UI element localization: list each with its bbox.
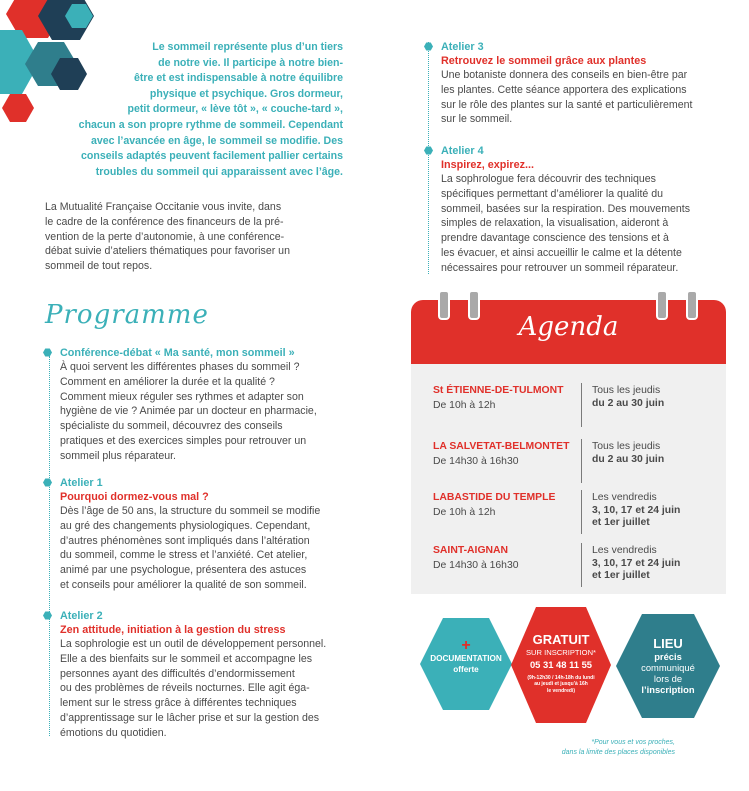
lieu-line: précis <box>654 651 682 662</box>
hexagon-bullet-icon <box>43 348 52 357</box>
agenda-row <box>411 385 726 425</box>
atelier4-section <box>441 144 724 276</box>
agenda-days <box>592 492 680 530</box>
gratuit-badge-text <box>508 632 614 694</box>
atelier3-line: sur le rôle des plantes sur la santé et particulièrement <box>441 98 693 111</box>
atelier2-line: La sophrologie est un outil de développement personnel. <box>60 638 327 650</box>
hexagon-bullet-icon <box>424 146 433 155</box>
agenda-time: De 10h à 12h <box>433 507 496 518</box>
agenda-days-dates: 3, 10, 17 et 24 juin <box>592 557 681 569</box>
atelier2-line: d’apprentissage sur le lâcher prise et sur la gestion des <box>60 711 320 724</box>
invite-line: vention de la perte d’autonomie, à une conférence- <box>45 230 285 243</box>
hexagon-bullet-icon <box>43 478 52 487</box>
intro-paragraph <box>45 40 343 180</box>
atelier3-heading: Atelier 3 <box>441 41 484 53</box>
atelier1-section <box>60 476 343 593</box>
agenda-time: De 10h à 12h <box>433 400 496 411</box>
agenda-town: LABASTIDE DU TEMPLE <box>433 492 556 503</box>
footnote-line: *Pour vous et vos proches, <box>591 739 675 746</box>
gratuit-phone: 05 31 48 11 55 <box>529 659 593 670</box>
hexagon-bullet-icon <box>43 611 52 620</box>
atelier1-line: du sommeil, comme le stress et l’anxiété. Cet atelier, <box>60 549 308 562</box>
gratuit-hours: (9h-12h30 / 14h-18h du lundi <box>527 675 595 681</box>
footnote-line: dans la limite des places disponibles <box>561 748 675 756</box>
gratuit-hours: au jeudi et jusqu’à 16h <box>534 681 588 688</box>
atelier2-line: ou des problèmes de réveils nocturnes. Elle agit éga- <box>60 682 310 695</box>
atelier1-line: Dès l’âge de 50 ans, la structure du sommeil se modifie <box>60 505 321 517</box>
agenda-separator <box>581 490 582 534</box>
agenda-days-line: Tous les jeudis <box>592 441 661 452</box>
timeline-line-left <box>49 356 50 736</box>
atelier1-heading: Atelier 1 <box>60 477 103 489</box>
agenda-row <box>411 492 726 532</box>
agenda-time: De 14h30 à 16h30 <box>433 456 519 467</box>
atelier1-line: et conseils pour améliorer la qualité de son sommeil. <box>60 578 307 591</box>
agenda-row <box>411 441 726 481</box>
agenda-days-line: Les vendredis <box>592 545 657 556</box>
agenda-town: SAINT-AIGNAN <box>433 545 509 556</box>
documentation-badge-text <box>416 638 516 675</box>
atelier3-line: les plantes. Cette séance apportera des explications <box>441 83 687 96</box>
intro-line: Le sommeil représente plus d’un tiers <box>152 41 343 53</box>
atelier4-line: La sophrologue fera découvrir des techniques <box>441 173 656 185</box>
invite-line: le cadre de la conférence des financeurs de la pré- <box>45 215 284 228</box>
atelier4-line: les évacuer, et ainsi accueillir le calme et la détente <box>441 246 682 259</box>
atelier2-line: émotions du quotidien. <box>60 726 167 739</box>
atelier2-line: personnes ayant des difficultés d’endormissement <box>60 667 295 680</box>
agenda-title: Agenda <box>518 312 619 342</box>
gratuit-title: GRATUIT <box>532 632 590 647</box>
agenda-days-dates: du 2 au 30 juin <box>592 453 665 465</box>
intro-line: physique et psychique. Gros dormeur, <box>149 87 343 100</box>
atelier4-subtitle: Inspirez, expirez... <box>441 159 535 171</box>
hexagon-bullet-icon <box>424 42 433 51</box>
intro-line: conseils adaptés peuvent facilement pallier certains <box>80 150 343 163</box>
intro-line: troubles du sommeil qui apparaissent avec l’âge. <box>95 165 343 178</box>
agenda-days <box>592 441 664 466</box>
lieu-line: l’inscription <box>641 684 695 695</box>
atelier4-line: simples de relaxation, la visualisation, aideront à <box>441 217 669 230</box>
agenda-days-extra: et 1er juillet <box>592 570 650 581</box>
conference-line: pratiques et des exercices simples pour retrouver un <box>60 434 307 447</box>
atelier3-section <box>441 40 724 127</box>
atelier4-line: prendre davantage conscience des tensions et à <box>441 232 669 245</box>
agenda-days <box>592 385 664 410</box>
agenda-days-dates: 3, 10, 17 et 24 juin <box>592 504 681 516</box>
intro-line: avec l’avancée en âge, le sommeil se modifie. Des <box>90 134 343 147</box>
atelier1-line: d’autres phénomènes sont impliqués dans l’altération <box>60 534 310 547</box>
atelier2-section <box>60 609 343 741</box>
plus-icon: + <box>461 637 471 654</box>
intro-line: chacun a son propre rythme de sommeil. Cependant <box>78 118 343 131</box>
agenda-row <box>411 545 726 585</box>
agenda-separator <box>581 383 582 427</box>
atelier1-subtitle: Pourquoi dormez-vous mal ? <box>60 491 209 503</box>
lieu-line: lors de <box>653 673 683 684</box>
agenda-days <box>592 545 680 583</box>
atelier2-subtitle: Zen attitude, initiation à la gestion du stress <box>60 624 286 636</box>
atelier4-line: nécessaires pour retrouver un sommeil réparateur. <box>441 261 679 274</box>
agenda-days-dates: du 2 au 30 juin <box>592 397 665 409</box>
atelier4-heading: Atelier 4 <box>441 145 484 157</box>
conference-line: spécialiste du sommeil, découvrez des conseils <box>60 420 283 433</box>
atelier3-line: sur le sommeil. <box>441 113 513 126</box>
documentation-label: DOCUMENTATION <box>430 654 502 663</box>
atelier2-heading: Atelier 2 <box>60 610 103 622</box>
conference-line: sommeil plus réparateur. <box>60 449 176 462</box>
intro-line: de notre vie. Il participe à notre bien- <box>158 56 343 69</box>
conference-line: À quoi servent les différentes phases du sommeil ? <box>60 361 300 373</box>
atelier1-line: au gré des changements physiologiques. Cependant, <box>60 519 311 532</box>
atelier2-line: Elle a des bienfaits sur le sommeil et accompagne les <box>60 652 313 665</box>
invite-paragraph <box>45 200 343 274</box>
agenda-town: St ÉTIENNE-DE-TULMONT <box>433 385 564 396</box>
agenda-days-line: Les vendredis <box>592 492 657 503</box>
invite-line: débat suivie d’ateliers thématiques pour favoriser un <box>45 245 290 258</box>
atelier2-line: lement sur le stress grâce à différentes techniques <box>60 697 297 710</box>
agenda-days-extra: et 1er juillet <box>592 517 650 528</box>
atelier1-line: animé par une psychologue, présentera des astuces <box>60 564 307 577</box>
conference-line: Comment mieux réguler ses rythmes et adapter son <box>60 390 304 403</box>
conference-line: Comment en améliorer la durée et la qualité ? <box>60 375 275 388</box>
atelier3-subtitle: Retrouvez le sommeil grâce aux plantes <box>441 55 647 67</box>
invite-line: sommeil de tout repos. <box>45 260 153 273</box>
footnote <box>530 738 675 757</box>
atelier3-line: Une botaniste donnera des conseils en bien-être par <box>441 69 688 81</box>
agenda-time: De 14h30 à 16h30 <box>433 560 519 571</box>
intro-line: être et est indispensable à notre équilibre <box>134 72 343 85</box>
programme-title: Programme <box>45 300 209 330</box>
gratuit-sub: SUR INSCRIPTION* <box>525 648 597 657</box>
agenda-separator <box>581 543 582 587</box>
agenda-days-line: Tous les jeudis <box>592 385 661 396</box>
lieu-title: LIEU <box>653 636 683 651</box>
gratuit-hours: le vendredi) <box>546 687 576 694</box>
lieu-line: communiqué <box>641 662 695 673</box>
documentation-sub: offerte <box>453 664 479 674</box>
conference-section <box>60 346 343 464</box>
lieu-badge-text <box>612 636 724 695</box>
atelier4-line: spécifiques permettant d’améliorer la qualité du <box>441 187 664 200</box>
timeline-line-right <box>428 42 429 274</box>
conference-heading: Conférence-débat « Ma santé, mon sommeil » <box>60 347 295 359</box>
agenda-town: LA SALVETAT-BELMONTET <box>433 441 570 452</box>
invite-line: La Mutualité Française Occitanie vous invite, dans <box>45 201 282 213</box>
intro-line: petit dormeur, « lève tôt », « couche-tard », <box>127 103 343 116</box>
agenda-separator <box>581 439 582 483</box>
atelier4-line: sommeil, basées sur la respiration. Des mouvements <box>441 202 691 215</box>
conference-line: hygiène de vie ? Animée par un docteur en pharmacie, <box>60 405 317 418</box>
